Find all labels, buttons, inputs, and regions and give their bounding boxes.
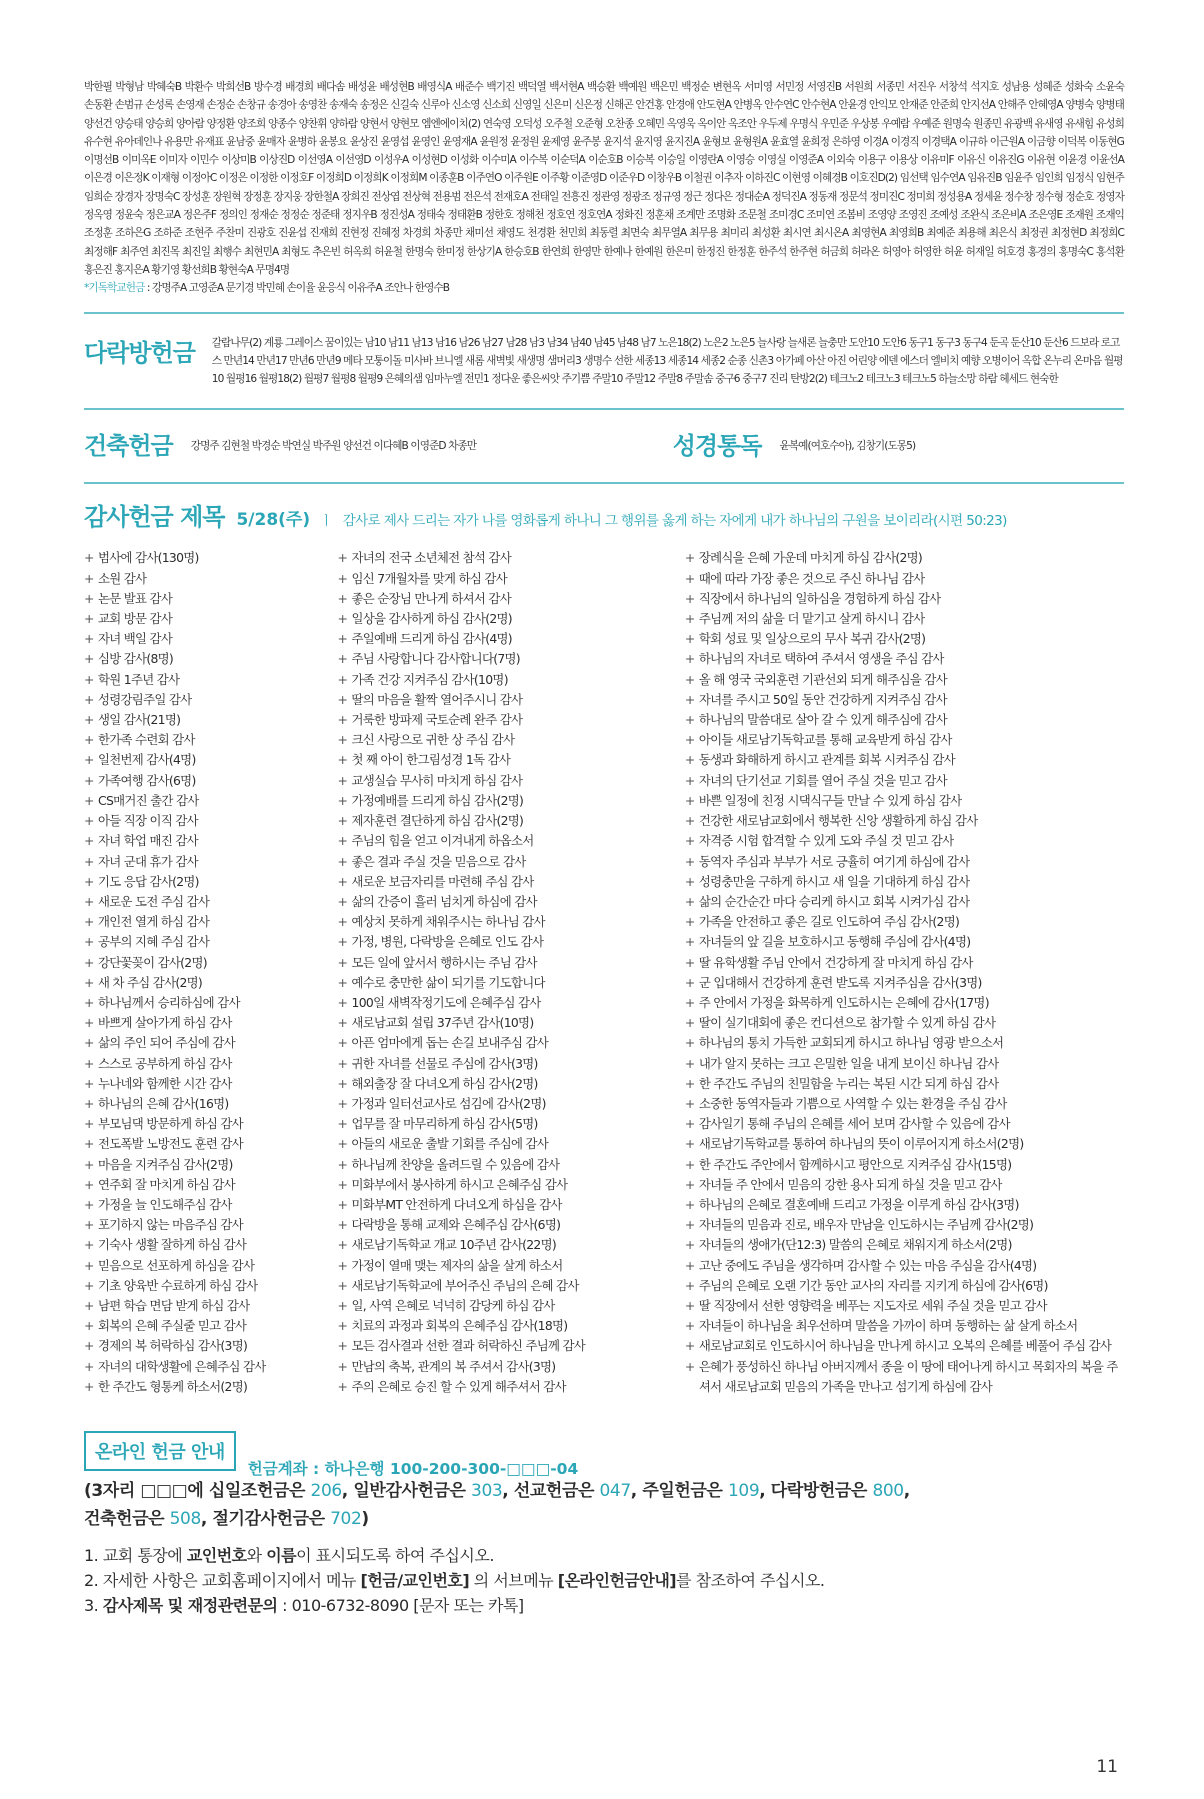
thanks-item: + 크신 사랑으로 귀한 상 주심 감사 (338, 730, 685, 750)
thanks-item: + 주일예배 드리게 하심 감사(4명) (338, 629, 685, 649)
thanks-item: + 기초 양육반 수료하게 하심 감사 (84, 1276, 338, 1296)
thanks-item: + 해외출장 잘 다녀오게 하심 감사(2명) (338, 1074, 685, 1094)
thanks-item: + 한 주간도 형통케 하소서(2명) (84, 1377, 338, 1397)
thanks-item: + 직장에서 하나님의 일하심을 경험하게 하심 감사 (685, 589, 1124, 609)
thanks-item: + 새로운 보금자리를 마련해 주심 감사 (338, 872, 685, 892)
code-thanks: 303 (471, 1480, 503, 1501)
codes-text: , 다락방헌금은 (759, 1480, 873, 1501)
thanks-item: + 아들 직장 이직 감사 (84, 811, 338, 831)
thanks-item: + 주님의 힘을 얻고 이겨내게 하옵소서 (338, 831, 685, 851)
dorak-section (84, 314, 1124, 409)
thanks-item: + 믿음으로 선포하게 하심을 감사 (84, 1256, 338, 1276)
thanks-item: + 새로운 도전 주심 감사 (84, 892, 338, 912)
thanks-item: + 주의 은혜로 승진 할 수 있게 해주셔서 감사 (338, 1377, 685, 1397)
thanks-item: + 자녀를 주시고 50일 동안 건강하게 지켜주심 감사 (685, 690, 1124, 710)
thanks-item: + 새로남교회로 인도하시어 하나님을 만나게 하시고 오복의 은혜를 베풀어 주심 감사 (685, 1336, 1124, 1356)
thanks-item: + 하나님께서 승리하심에 감사 (84, 993, 338, 1013)
thanks-item: + 일천번제 감사(4명) (84, 750, 338, 770)
thanks-item: + 주님께 저의 삶을 더 맡기고 살게 하시니 감사 (685, 609, 1124, 629)
offering-names-list (84, 78, 1124, 298)
thanks-item: + 새로남교회 설립 37주년 감사(10명) (338, 1013, 685, 1033)
thanks-item: + 미화부MT 안전하게 다녀오게 하심을 감사 (338, 1195, 685, 1215)
thanks-verse: 감사로 제사 드리는 자가 나를 영화롭게 하나니 그 행위를 옳게 하는 자에게 내가 하나님의 구원을 보이리라(시편 50:23) (342, 513, 1007, 530)
thanks-item: + 가정과 일터선교사로 섬김에 감사(2명) (338, 1094, 685, 1114)
thanks-item: + 가정이 열매 맺는 제자의 삶을 살게 하소서 (338, 1256, 685, 1276)
thanks-item: + 누나네와 함께한 시간 감사 (84, 1074, 338, 1094)
thanks-item: + 업무를 잘 마무리하게 하심 감사(5명) (338, 1114, 685, 1134)
page-number: 11 (1096, 1757, 1118, 1777)
thanks-item: + 논문 발표 감사 (84, 589, 338, 609)
thanks-item: + 한가족 수련회 감사 (84, 730, 338, 750)
thanks-item: + 자녀들이 하나님을 최우선하며 말씀을 가까이 하며 동행하는 삶 살게 하소서 (685, 1316, 1124, 1336)
guide-item-1: 1. 교회 통장에 교인번호와 이름이 표시되도록 하여 주십시오. (84, 1545, 494, 1565)
thanks-item: + 거룩한 방파제 국토순례 완주 감사 (338, 710, 685, 730)
code-dorak: 800 (872, 1480, 904, 1501)
thanks-item: + 삶의 간증이 흘러 넘치게 하심에 감사 (338, 892, 685, 912)
thanks-item: + 자녀들의 믿음과 진로, 배우자 만남을 인도하시는 주님께 감사(2명) (685, 1215, 1124, 1235)
thanks-item: + 심방 감사(8명) (84, 649, 338, 669)
thanks-item: + 새로남기독학교를 통하여 하나님의 뜻이 이루어지게 하소서(2명) (685, 1134, 1124, 1154)
thanks-item: + 딸 유학생활 주님 안에서 건강하게 잘 마치게 하심 감사 (685, 953, 1124, 973)
names-text: 박한필 박형남 박혜숙B 박환수 박희선B 방수경 배경희 배다솜 배성윤 배성현B 배영식A 배준수 백기진 백덕열 백서현A 백승환 백예원 백은민 백정순 변현옥 서미영 서민정 서영진B 서원희 서종민 서진우 서창석 석지호 성남용 성혜준 성화숙 소윤숙 손동환 손범규 손성록 손영재 손정순 손창규 송경아 송영찬 송재숙 송정은 신길숙 신루아 신소영 신소희 신영일 신은미 신은정 신해곤 안건홍 안경애 안도현A 안병옥 안수연C 안수현A 안윤경 안익모 안재준 안준희 안지선A 안해주 안혜영A 양병숙 양병태 양선건 양승태 양승희 양아람 양정환 양조희 양종수 양찬휘 양하람 양현서 양현모 엠엔에이치(2) 연숙영 오덕성 오주철 오준형 오찬종 오혜민 옥영욱 옥이안 옥조안 우두제 우명식 우민준 우상봉 우예람 우예준 원명숙 원종민 유광백 유새영 유새힘 유성희 유수현 유아데인나 유용만 유재표 윤남중 윤매자 윤병하 윤봉요 윤상진 윤영섭 윤영인 윤영재A 윤원정 윤정원 윤제영 윤주봉 윤지석 윤지영 윤지진A 윤형보 윤형원A 윤효열 윤희정 은하영 이경A 이경직 이경택A 이규하 이근원A 이금향 이덕복 이동현G 이명선B 이미옥E 이미자 이민수 이상미B 이상진D 이선영A 이선영D 이성우A 이성현D 이성화 이수미A 이수복 이순덕A 이순호B 이승복 이승일 이영란A 이영승 이영실 이영준A 이외숙 이용구 이용상 이유미F 이유신 이유진G 이유현 이윤경 이윤선A 이은경 이은정K 이재형 이정아C 이정은 이정한 이정호F 이정희D 이정희K 이정희M 이종훈B 이주연O 이주원E 이주황 이준영D 이준우D 이창우B 이철권 이추자 이하진C 이현영 이혜경B 이호진D(2) 임선택 임수연A 임유진B 임윤주 임인희 임정식 임현주 임희순 장경자 장명숙C 장성훈 장원혁 장정훈 장지웅 장한철A 장희진 전상엽 전상혁 전용범 전은석 전재호A 전태일 전흥진 정관영 정광조 정규영 정근 정다은 정대순A 정덕진A 정동재 정문석 정미진C 정미희 정성용A 정세윤 정수창 정수형 정순호 정영자 정옥영 정윤숙 정은교A 정은주F 정의인 정재순 정정순 정준태 정지우B 정진성A 정태숙 정태환B 정한호 정해천 정호연 정호연A 정화진 정훈채 조계만 조명화 조문철 조미경C 조미연 조봄비 조영양 조영진 조예성 조완식 조은비A 조은영E 조재원 조재익 조정훈 조하은G 조하준 조현주 주찬미 진광호 진윤섭 진재희 진현정 진혜정 차경희 차종만 채미선 채영도 천경환 천민희 최동렬 최면숙 최무열A 최무용 최미리 최성환 최시연 최시온A 최영현A 최영희B 최예준 최용해 최은식 최정권 최정현D 최정희C 최정해F 최주연 최진목 최진일 최행수 최현민A 최형도 추은빈 허옥희 허윤철 한명숙 한미정 한상기A 한승호B 한연희 한영만 한예나 한예원 한은미 한정진 한정훈 한주석 한주현 허금희 허라온 허영아 허영한 허윤 허재일 허호경 홍경의 홍명숙C 홍석환 홍은진 홍지은A 황기영 황선희B 황현숙A 무명4명 (84, 81, 1124, 276)
thanks-item: + 새 차 주심 감사(2명) (84, 973, 338, 993)
thanks-item: + 회복의 은혜 주실줄 믿고 감사 (84, 1316, 338, 1336)
building-bible-row (84, 410, 1124, 482)
thanks-item: + 삶의 주인 되어 주심에 감사 (84, 1033, 338, 1053)
online-offering-badge: 온라인 헌금 안내 (84, 1431, 236, 1471)
thanks-item: + 건강한 새로남교회에서 행복한 신앙 생활하게 하심 감사 (685, 811, 1124, 831)
codes-text: ) (361, 1508, 369, 1529)
code-season: 702 (330, 1508, 362, 1529)
thanks-item: + 개인전 열게 하심 감사 (84, 912, 338, 932)
thanks-item: + 자격증 시험 합격할 수 있게 도와 주실 것 믿고 감사 (685, 831, 1124, 851)
note-label: *기독학교헌금 (84, 282, 145, 295)
code-building: 508 (169, 1508, 201, 1529)
thanks-item: + 공부의 지혜 주심 감사 (84, 932, 338, 952)
note-names: : 강명주A 고영준A 문기경 박민혜 손이율 윤응식 이유주A 조안나 한영수B (146, 282, 450, 295)
thanks-item: + 일, 사역 은혜로 넉넉히 감당케 하심 감사 (338, 1296, 685, 1316)
building-body: 강명주 김현철 박경순 박연실 박주원 양선건 이다혜B 이영준D 차종만 (190, 440, 477, 453)
dorak-body: 갈람나무(2) 계룡 그레이스 꿈이있는 남10 남11 남13 남16 남26 남27 남28 남3 남34 남40 남45 남48 남7 노은18(2) 노은2 노은5 늘사랑 늘새론 늘충만 도안10 도안6 동구1 동구3 동구4 둔곡 둔산10 둔산6 드보라 로고스 만년14 만년17 만년6 만년9 메타 모퉁이돌 미사바 브니엘 새롬 새벽빛 새생명 샘머리3 생명수 선한 세종13 세종14 세종2 순종 신촌3 아가페 아산 아진 어린양 에덴 에스더 엘비치 예향 오병이어 옥합 온누리 온마음 월평10 월평16 월평18(2) 월평7 월평8 월평9 은혜의샘 임마누엘 전민1 정다운 좋은씨앗 주기쁨 주말10 주말12 주말8 주말솜 중구6 중구7 진리 탄방2(2) 테크노2 테크노3 테크노5 하늘소망 하람 헤세드 현숙한 (211, 336, 1123, 386)
thanks-item: + 동역자 주심과 부부가 서로 긍휼히 여기게 하심에 감사 (685, 852, 1124, 872)
separator: ㅣ (320, 514, 333, 530)
thanks-item: + 감사일기 통해 주님의 은혜를 세어 보며 감사할 수 있음에 감사 (685, 1114, 1124, 1134)
thanks-item: + 새로남기독학교에 부어주신 주님의 은혜 감사 (338, 1276, 685, 1296)
thanks-item: + 딸이 실기대회에 좋은 컨디션으로 참가할 수 있게 하심 감사 (685, 1013, 1124, 1033)
codes-text: , 일반감사헌금은 (341, 1480, 472, 1501)
christian-school-offering-note (84, 279, 1124, 297)
thanks-item: + 딸의 마음을 활짝 열어주시니 감사 (338, 690, 685, 710)
online-offering-section (84, 1431, 1124, 1618)
bible-title: 성경통독 (672, 432, 762, 461)
bible-body: 윤복예(여호수아), 김창기(도몽5) (779, 440, 916, 453)
thanks-item: + 은혜가 풍성하신 하나님 아버지께서 종을 이 땅에 태어나게 하시고 목회자의 복을 주셔서 새로남교회 믿음의 가족을 만나고 섬기게 하심에 감사 (685, 1357, 1124, 1397)
thanks-item: + 치료의 과정과 회복의 은혜주심 감사(18명) (338, 1316, 685, 1336)
thanks-item: + 예상치 못하게 채워주시는 하나님 감사 (338, 912, 685, 932)
thanks-item: + 자녀들의 앞 길을 보호하시고 동행해 주심에 감사(4명) (685, 932, 1124, 952)
thanks-item: + 귀한 자녀를 선물로 주심에 감사(3명) (338, 1054, 685, 1074)
thanks-item: + 가족여행 감사(6명) (84, 771, 338, 791)
thanks-column-1 (84, 548, 338, 1397)
thanks-item: + 가정예배를 드리게 하심 감사(2명) (338, 791, 685, 811)
thanks-item: + CS매거진 출간 감사 (84, 791, 338, 811)
thanks-item: + 남편 학습 면담 받게 하심 감사 (84, 1296, 338, 1316)
thanks-list (84, 548, 1124, 1397)
thanks-item: + 고난 중에도 주님을 생각하며 감사할 수 있는 마음 주심을 감사(4명) (685, 1256, 1124, 1276)
thanks-item: + 자녀의 대학생활에 은혜주심 감사 (84, 1357, 338, 1377)
guide-item-2: 2. 자세한 사항은 교회홈페이지에서 메뉴 [헌금/교인번호] 의 서브메뉴 [온라인헌금안내]를 참조하여 주십시오. (84, 1570, 825, 1590)
thanks-item: + 기숙사 생활 잘하게 하심 감사 (84, 1235, 338, 1255)
thanks-item: + 자녀의 단기선교 기회를 열어 주실 것을 믿고 감사 (685, 771, 1124, 791)
thanks-item: + 기도 응답 감사(2명) (84, 872, 338, 892)
thanks-item: + 성령강림주일 감사 (84, 690, 338, 710)
online-offering-guide (84, 1543, 1124, 1618)
thanks-item: + 가정, 병원, 다락방을 은혜로 인도 감사 (338, 932, 685, 952)
codes-text: , 주일헌금은 (630, 1480, 728, 1501)
thanks-item: + 예수로 충만한 삶이 되기를 기도합니다 (338, 973, 685, 993)
thanks-item: + 자녀 군대 휴가 감사 (84, 852, 338, 872)
thanks-item: + 아이들 새로남기독학교를 통해 교육받게 하심 감사 (685, 730, 1124, 750)
thanks-title: 감사헌금 제목 (84, 503, 225, 532)
thanks-item: + 제자훈련 결단하게 하심 감사(2명) (338, 811, 685, 831)
thanks-item: + 미화부에서 봉사하게 하시고 은혜주심 감사 (338, 1175, 685, 1195)
thanks-item: + 하나님의 자녀로 택하여 주셔서 영생을 주심 감사 (685, 649, 1124, 669)
thanks-item: + 범사에 감사(130명) (84, 548, 338, 568)
thanks-item: + 만남의 축복, 관계의 복 주셔서 감사(3명) (338, 1357, 685, 1377)
codes-text: , 절기감사헌금은 (200, 1508, 331, 1529)
thanks-item: + 올 해 영국 국외훈련 기관선외 되게 해주심을 감사 (685, 670, 1124, 690)
thanks-item: + 성령충만을 구하게 하시고 새 일을 기대하게 하심 감사 (685, 872, 1124, 892)
thanks-item: + 자녀들의 생애가(단12:3) 말씀의 은혜로 채워지게 하소서(2명) (685, 1235, 1124, 1255)
thanks-date: 5/28(주) (236, 510, 311, 531)
thanks-item: + 좋은 결과 주실 것을 믿음으로 감사 (338, 852, 685, 872)
thanks-item: + 주님의 은혜로 오랜 기간 동안 교사의 자리를 지키게 하심에 감사(6명) (685, 1276, 1124, 1296)
thanks-item: + 연주회 잘 마치게 하심 감사 (84, 1175, 338, 1195)
thanks-item: + 마음을 지켜주심 감사(2명) (84, 1155, 338, 1175)
thanks-item: + 100일 새벽작정기도에 은혜주심 감사 (338, 993, 685, 1013)
thanks-item: + 주님 사랑합니다 감사합니다(7명) (338, 649, 685, 669)
thanks-item: + 하나님의 말씀대로 살아 갈 수 있게 해주심에 감사 (685, 710, 1124, 730)
thanks-item: + 주 안에서 가정을 화목하게 인도하시는 은혜에 감사(17명) (685, 993, 1124, 1013)
guide-item-3: 3. 감사제목 및 재정관련문의 : 010-6732-8090 [문자 또는 카톡] (84, 1595, 524, 1615)
dorak-title: 다락방헌금 (84, 338, 195, 367)
thanks-item: + 소원 감사 (84, 569, 338, 589)
building-title: 건축헌금 (84, 432, 173, 461)
thanks-item: + 한 주간도 주님의 친밀함을 누리는 복된 시간 되게 하심 감사 (685, 1074, 1124, 1094)
thanks-item: + 학원 1주년 감사 (84, 670, 338, 690)
thanks-item: + 포기하지 않는 마음주심 감사 (84, 1215, 338, 1235)
thanks-item: + 교생실습 무사히 마치게 하심 감사 (338, 771, 685, 791)
code-mission: 047 (599, 1480, 631, 1501)
codes-text: , (903, 1480, 910, 1501)
thanks-item: + 생일 감사(21명) (84, 710, 338, 730)
thanks-item: + 가족을 안전하고 좋은 길로 인도하여 주심 감사(2명) (685, 912, 1124, 932)
offering-codes (84, 1477, 1124, 1533)
thanks-item: + 바쁘게 살아가게 하심 감사 (84, 1013, 338, 1033)
thanks-item: + 군 입대해서 건강하게 훈련 받도록 지켜주심을 감사(3명) (685, 973, 1124, 993)
thanks-item: + 자녀 학업 매진 감사 (84, 831, 338, 851)
codes-text: (3자리 □□□에 십일조헌금은 (84, 1480, 311, 1501)
thanks-item: + 다락방을 통해 교제와 은혜주심 감사(6명) (338, 1215, 685, 1235)
thanks-item: + 첫 째 아이 한그림성경 1독 감사 (338, 750, 685, 770)
thanks-item: + 임신 7개월차를 맞게 하심 감사 (338, 569, 685, 589)
thanks-column-2 (338, 548, 685, 1397)
thanks-item: + 가정을 늘 인도해주심 감사 (84, 1195, 338, 1215)
thanks-item: + 하나님께 찬양을 올려드릴 수 있음에 감사 (338, 1155, 685, 1175)
thanks-item: + 교회 방문 감사 (84, 609, 338, 629)
thanks-column-3 (685, 548, 1124, 1397)
thanks-item: + 하나님의 은혜 감사(16명) (84, 1094, 338, 1114)
page-content (84, 78, 1124, 1618)
code-tithe: 206 (310, 1480, 342, 1501)
thanks-item: + 한 주간도 주안에서 함께하시고 평안으로 지켜주심 감사(15명) (685, 1155, 1124, 1175)
thanks-item: + 때에 따라 가장 좋은 것으로 주신 하나님 감사 (685, 569, 1124, 589)
thanks-item: + 전도폭발 노방전도 훈련 감사 (84, 1134, 338, 1154)
thanks-item: + 소중한 동역자들과 기쁨으로 사역할 수 있는 환경을 주심 감사 (685, 1094, 1124, 1114)
thanks-header (84, 504, 1124, 530)
thanks-item: + 부모님댁 방문하게 하심 감사 (84, 1114, 338, 1134)
thanks-item: + 삶의 순간순간 마다 승리케 하시고 회복 시켜가심 감사 (685, 892, 1124, 912)
thanks-item: + 자녀 백일 감사 (84, 629, 338, 649)
thanks-item: + 하나님의 통치 가득한 교회되게 하시고 하나님 영광 받으소서 (685, 1033, 1124, 1053)
thanks-item: + 하나님의 은혜로 결혼예배 드리고 가정을 이루게 하심 감사(3명) (685, 1195, 1124, 1215)
thanks-item: + 아픈 엄마에게 돕는 손길 보내주심 감사 (338, 1033, 685, 1053)
thanks-item: + 모든 일에 앞서서 행하시는 주님 감사 (338, 953, 685, 973)
thanks-item: + 가족 건강 지켜주심 감사(10명) (338, 670, 685, 690)
thanks-item: + 학회 성료 및 일상으로의 무사 복귀 감사(2명) (685, 629, 1124, 649)
thanks-item: + 모든 검사결과 선한 결과 허락하신 주님께 감사 (338, 1336, 685, 1356)
codes-text: 건축헌금은 (84, 1508, 170, 1529)
divider (84, 482, 1124, 484)
thanks-item: + 일상을 감사하게 하심 감사(2명) (338, 609, 685, 629)
thanks-item: + 스스로 공부하게 하심 감사 (84, 1054, 338, 1074)
thanks-item: + 경제의 복 허락하심 감사(3명) (84, 1336, 338, 1356)
thanks-item: + 장례식을 은혜 가운데 마치게 하심 감사(2명) (685, 548, 1124, 568)
thanks-item: + 강단꽃꽂이 감사(2명) (84, 953, 338, 973)
thanks-item: + 새로남기독학교 개교 10주년 감사(22명) (338, 1235, 685, 1255)
thanks-item: + 동생과 화해하게 하시고 관계를 회복 시켜주심 감사 (685, 750, 1124, 770)
code-sunday: 109 (727, 1480, 760, 1501)
thanks-item: + 딸 직장에서 선한 영향력을 베푸는 지도자로 세워 주실 것을 믿고 감사 (685, 1296, 1124, 1316)
codes-text: , 선교헌금은 (502, 1480, 600, 1501)
thanks-item: + 좋은 순장님 만나게 하셔서 감사 (338, 589, 685, 609)
account-number: 헌금계좌 : 하나은행 100-200-300-□□□-04 (247, 1459, 579, 1478)
thanks-item: + 내가 알지 못하는 크고 은밀한 일을 내게 보이신 하나님 감사 (685, 1054, 1124, 1074)
thanks-item: + 바쁜 일정에 친정 시댁식구들 만날 수 있게 하심 감사 (685, 791, 1124, 811)
thanks-item: + 자녀들 주 안에서 믿음의 강한 용사 되게 하실 것을 믿고 감사 (685, 1175, 1124, 1195)
thanks-item: + 아들의 새로운 출발 기회를 주심에 감사 (338, 1134, 685, 1154)
thanks-item: + 자녀의 전국 소년체전 참석 감사 (338, 548, 685, 568)
